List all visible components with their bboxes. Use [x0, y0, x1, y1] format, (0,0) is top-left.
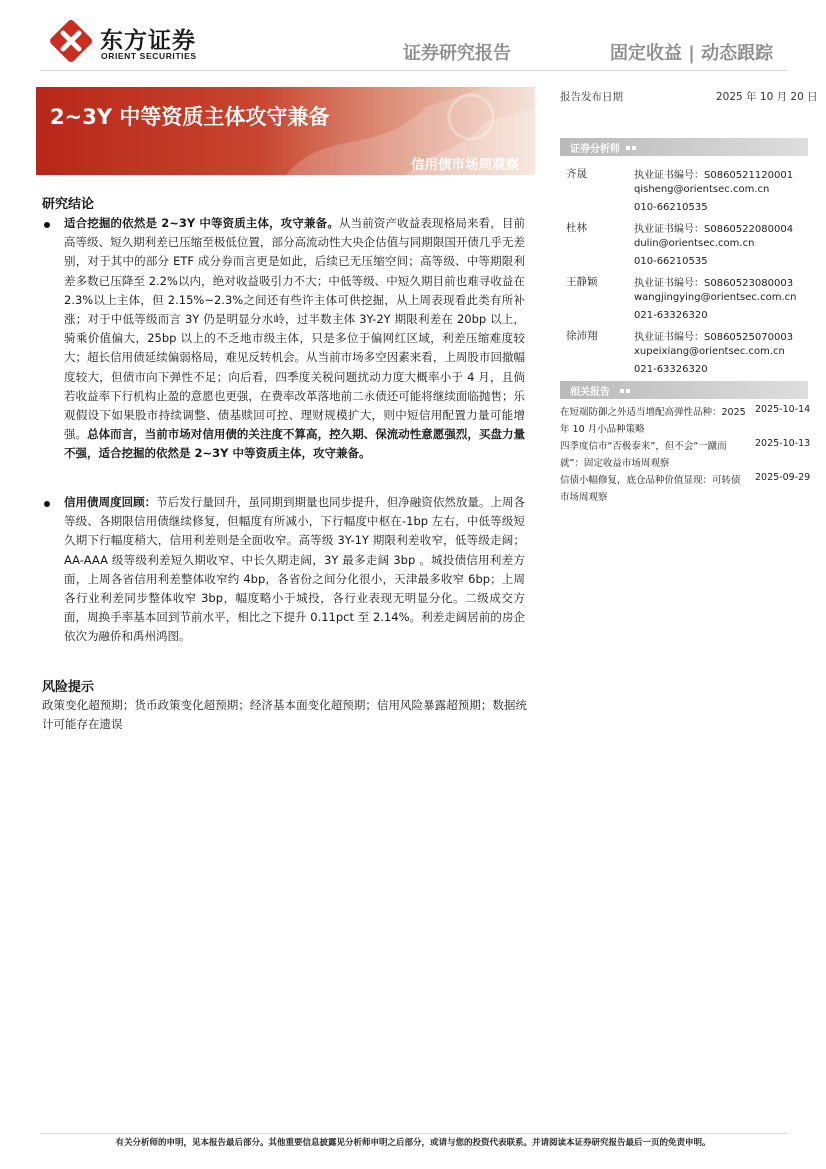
report-category: 证券研究报告: [403, 43, 511, 64]
report-date-value: 2025 年 10 月 20 日: [716, 91, 818, 103]
report-subtitle: 信用债市场周观察: [411, 157, 519, 173]
conclusion-lead: 适合挖掘的依然是 2~3Y 中等资质主体，攻守兼备。: [64, 216, 339, 230]
risk-text: 政策变化超预期；货币政策变化超预期；经济基本面变化超预期；信用风险暴露超预期；数据统计可能存在遗误: [42, 698, 527, 732]
related-report-date: 2025-09-29: [755, 472, 811, 483]
bullet-dot-icon: [44, 501, 50, 507]
related-report-title[interactable]: 信债小幅修复，底仓品种价值显现：可转债市场周观察: [560, 475, 741, 503]
conclusion-body: 从当前资产收益表现格局来看，目前高等级、短久期利差已压缩至极低位置，部分高流动性大央企估值与同期限国开债几乎无差别，对于其中的部分 ETF 成分券而言更是如此，后续已无压缩空间；高等级、中等期限利差多数已压降至 2.2%以内，绝对收益吸引力不大；中低等级、中短久期目前也难寻收益在 2.3%以上主体，但 2.15%~2.3%之间还有些许主体可供挖掘，从上周表现看此类有所补涨；对于中低等级而言 3Y 仍是明显分水岭，过半数主体 3Y-2Y 期限利差在 20bp 以上，骑乘价值偏大，25bp 以上的不乏地市级主体，只是多位于偏网红区域，利差压缩难度较大；超长信用债延续偏弱格局，难见反转机会。从当前市场多空因素来看，上周股市回撤幅度较大，但债市向下弹性不足；向后看，四季度关税问题扰动力度大概率小于 4 月，且倘若收益率下行机构止盈的意愿也更强，在费率改革落地前二永债还可能将继续面临抛售；乐观假设下如果股市持续调整、债基赎回可控、理财规模扩大，则中短信用配置力量可能增强。: [64, 216, 526, 442]
title-banner: [36, 87, 535, 175]
analyst-name: 王静颖: [566, 276, 598, 288]
report-title: 2~3Y 中等资质主体攻守兼备: [50, 105, 330, 129]
analyst-phone: 021-63326320: [634, 364, 708, 375]
analyst-email[interactable]: xupeixiang@orientsec.com.cn: [634, 346, 785, 357]
related-reports-heading: 相关报告: [570, 387, 610, 398]
conclusion-paragraph-2: [64, 493, 525, 647]
related-report-title[interactable]: 在短端防御之外适当增配高弹性品种：2025 年 10 月小品种策略: [560, 407, 746, 435]
report-date-label: 报告发布日期: [560, 91, 623, 103]
analyst-phone: 021-63326320: [634, 310, 708, 321]
analysts-heading-bar: [560, 138, 808, 156]
bullet-dot-icon: [44, 222, 50, 228]
related-reports-heading-bar: [560, 381, 808, 399]
weekly-review-body: 节后发行量回升，虽同期到期量也同步提升，但净融资依然放量。上周各等级、各期限信用债继续修复，但幅度有所减小，下行幅度中枢在-1bp 左右，中低等级短久期下行幅度稍大，信用利差则是全面收窄。高等级 3Y-1Y 期限利差收窄，低等级走阔； AA-AAA 级等级利差短久期收窄、中长久期走阔，3Y 最多走阔 3bp 。城投债信用利差方面，上周各省信用利差整体收窄约 4bp，各省份之间分化很小，天津最多收窄 6bp；上周各行业利差同步整体收窄 3bp，幅度略小于城投，各行业表现无明显分化。二级成交方面，周换手率基本回到节前水平，相比之下提升 0.11pct 至 2.14%。利差走阔居前的房企依次为融侨和禹州鸿图。: [64, 495, 526, 644]
analyst-email[interactable]: qisheng@orientsec.com.cn: [634, 184, 770, 195]
analyst-phone: 010-66210535: [634, 202, 708, 213]
weekly-review-lead: 信用债周度回顾：: [64, 495, 157, 509]
analyst-email[interactable]: wangjingying@orientsec.com.cn: [634, 292, 797, 303]
analysts-heading: 证券分析师: [570, 144, 620, 155]
related-report-title[interactable]: 四季度信市“否极泰来”，但不会“一蹴而就”：固定收益市场周观察: [560, 441, 727, 469]
analyst-name: 杜林: [566, 222, 587, 234]
analyst-cert: 执业证书编号：S0860522080004: [634, 224, 794, 235]
header-divider: [40, 70, 788, 71]
conclusion-summary: 总体而言，当前市场对信用债的关注度不算高，控久期、保流动性意愿强烈，买盘力量不强，适合挖掘的依然是 2~3Y 中等资质主体，攻守兼备。: [64, 427, 526, 461]
related-report-date: 2025-10-14: [755, 404, 811, 415]
analyst-cert: 执业证书编号：S0860525070003: [634, 332, 794, 343]
orient-logo-icon: [50, 20, 92, 62]
conclusion-paragraph-1: [64, 214, 525, 464]
related-report-date: 2025-10-13: [755, 438, 811, 449]
logo-chinese-name: 东方证券: [100, 28, 196, 54]
analyst-name: 齐晟: [566, 168, 587, 180]
analyst-phone: 010-66210535: [634, 256, 708, 267]
risk-heading: 风险提示: [42, 680, 95, 695]
analyst-email[interactable]: dulin@orientsec.com.cn: [634, 238, 755, 249]
analyst-cert: 执业证书编号：S0860521120001: [634, 170, 794, 181]
conclusion-heading: 研究结论: [42, 197, 95, 212]
footer-divider: [40, 1133, 788, 1134]
report-type: 固定收益 | 动态跟踪: [610, 43, 774, 64]
footer-disclaimer: 有关分析师的申明，见本报告最后部分。其他重要信息披露见分析师申明之后部分，或请与您的投资代表联系。并请阅读本证券研究报告最后一页的免责申明。: [115, 1138, 711, 1148]
analyst-cert: 执业证书编号：S0860523080003: [634, 278, 794, 289]
analyst-name: 徐沛翔: [566, 330, 598, 342]
logo-english-name: ORIENT SECURITIES: [101, 51, 197, 61]
